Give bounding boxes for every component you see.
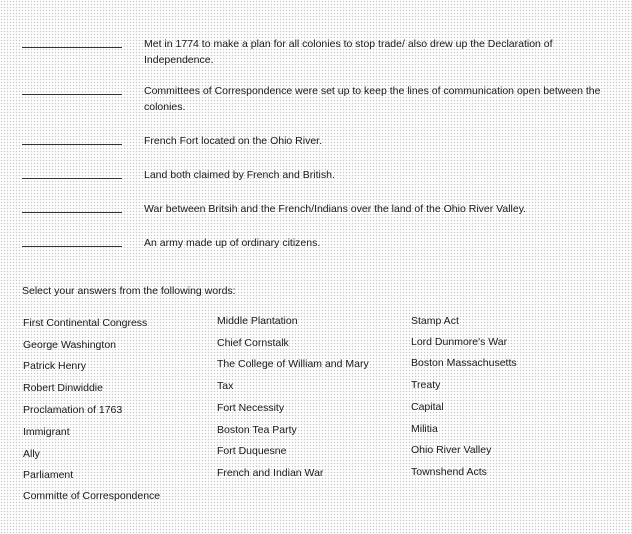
word-bank-item: French and Indian War (217, 467, 324, 479)
question-text: Met in 1774 to make a plan for all colonies to stop trade/ also drew up the Declaration of Independence. (144, 38, 553, 66)
answer-blank-4[interactable] (22, 167, 122, 179)
answer-blank-2[interactable] (22, 83, 122, 95)
word-bank-item: Parliament (23, 469, 74, 481)
word-bank-item: Fort Duquesne (217, 445, 287, 457)
word-bank-item: Capital (411, 401, 444, 413)
answer-blank-5[interactable] (22, 201, 122, 213)
word-bank-item: Committe of Correspondence (23, 490, 161, 502)
question-2 (22, 83, 612, 115)
question-text: Committees of Correspondence were set up to keep the lines of communication open between the colonies. (144, 85, 601, 113)
question-5 (22, 201, 612, 217)
word-bank-item: Militia (411, 423, 438, 435)
word-bank-item: Chief Cornstalk (217, 337, 289, 349)
word-bank-item: Middle Plantation (217, 315, 298, 327)
question-1 (22, 36, 612, 68)
word-bank-prompt: Select your answers from the following words: (22, 285, 236, 297)
word-bank-item: Treaty (411, 379, 441, 391)
word-bank-item: Tax (217, 380, 234, 392)
question-6 (22, 235, 612, 251)
word-bank-item: Boston Massachusetts (411, 357, 517, 369)
word-bank-item: Patrick Henry (23, 360, 87, 372)
word-bank-item: Proclamation of 1763 (23, 404, 123, 416)
word-bank-item: First Continental Congress (23, 317, 148, 329)
word-bank-item: Immigrant (23, 426, 70, 438)
word-bank-item: Robert Dinwiddie (23, 382, 103, 394)
word-bank-item: Boston Tea Party (217, 424, 297, 436)
question-text: French Fort located on the Ohio River. (144, 135, 323, 147)
question-text: An army made up of ordinary citizens. (144, 237, 321, 249)
word-bank-item: Fort Necessity (217, 402, 285, 414)
word-bank-item: The College of William and Mary (217, 358, 369, 370)
word-bank-item: Townshend Acts (411, 466, 487, 478)
question-3 (22, 133, 612, 149)
word-bank-item: Stamp Act (411, 315, 459, 327)
word-bank-item: Ohio River Valley (411, 444, 492, 456)
word-bank-item: George Washington (23, 339, 116, 351)
answer-blank-6[interactable] (22, 235, 122, 247)
word-bank-item: Ally (23, 448, 40, 460)
question-text: War between Britsih and the French/Indians over the land of the Ohio River Valley. (144, 203, 527, 215)
question-text: Land both claimed by French and British. (144, 169, 335, 181)
question-4 (22, 167, 612, 183)
word-bank-item: Lord Dunmore's War (411, 336, 508, 348)
answer-blank-3[interactable] (22, 133, 122, 145)
answer-blank-1[interactable] (22, 36, 122, 48)
